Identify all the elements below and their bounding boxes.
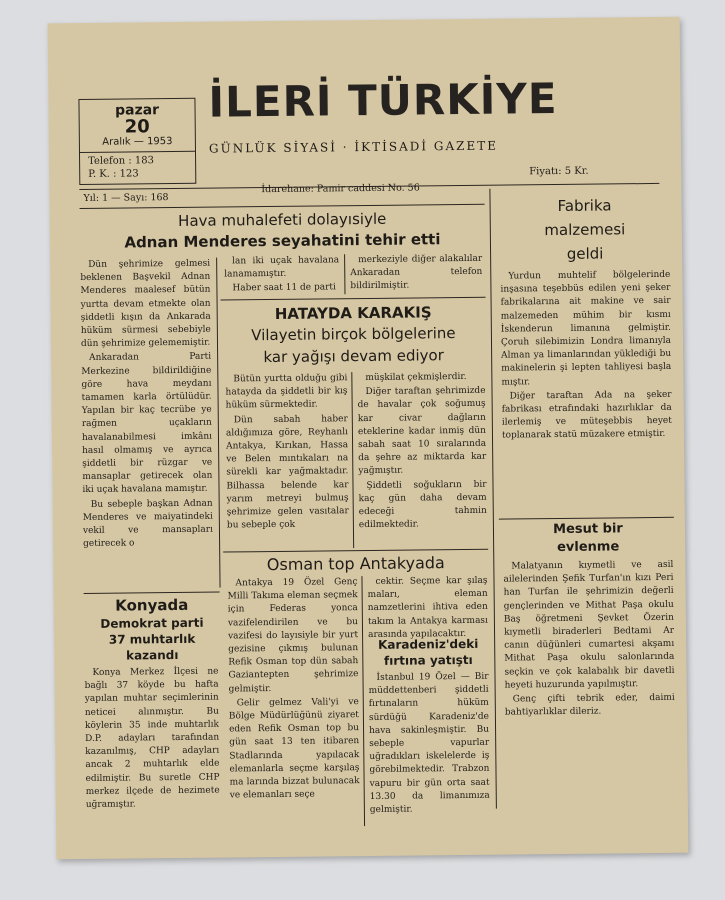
article1-col2-text: lan iki uçak havalana lanamamıştır. bbox=[224, 255, 340, 280]
article6-rule bbox=[499, 517, 674, 520]
pk-line: P. K. : 123 bbox=[88, 168, 139, 180]
article1-col1-p2: Ankaradan Parti Merkezine bildirildiğine göre hava meydanı tamamen karla örtülüdür. Yapılan bir kaç tecrübe ye rağmen uçakların havalanabilmesi imkânı hasıl olmamış ve ayrıca şiddetli bir rüzgar ve mansaplar getirecek olan iki uçak havalana mamıştır. bbox=[81, 352, 213, 496]
article3-col1-p1: Antakya 19 Özel Genç Milli Takıma eleman seçmek için Federas yonca vazifelendirilen ve bu vazifesi do layısiyle bir yurt gezisine çıkmış bulunan Refik Osman top dün sabah Gaziantepten şehrimize gelmiştir. bbox=[227, 577, 359, 695]
article5-rule bbox=[84, 592, 220, 594]
article1-headline2: Adnan Menderes seyahatini tehir etti bbox=[124, 230, 441, 252]
article1-col2 bbox=[224, 254, 339, 297]
article2-headline1: HATAYDA KARAKIŞ bbox=[274, 303, 432, 323]
article3-col2 bbox=[367, 575, 488, 643]
article1-col3-text: merkeziyle diğer alakalılar Ankaradan telefon bildirilmiştir. bbox=[350, 253, 483, 292]
article6-body-p1: Yurdun muhtelif bölgelerinde inşasına teşebbüs edilen yeni şeker fabrikalarına ait makine ve sair malzemeden mühim bir kısmı İskenderun limanına gelmiştir. Çoruh silebimizin Londra limanıyla Alman ya limanlarından yüklediği bu makinelerin şi lepten tahliyesi başla mıştır. bbox=[500, 269, 672, 388]
article2-col2-p3: Şiddetli soğukların bir kaç gün daha devam edeceği tahmin edilmektedir. bbox=[358, 479, 487, 531]
article3-col2-text: cektir. Seçme kar şılaş maları, eleman namzetlerini ihtiva eden takım la Antakya karması arasında yapılacaktır. bbox=[367, 575, 488, 640]
address: İdarehane: Pamir caddesi No. 56 bbox=[261, 182, 420, 196]
article1-col1-p3: Bu sebeple başkan Adnan Menderes ve maiyatindeki vekil ve mansapları getirecek o bbox=[82, 498, 214, 550]
issue-rule bbox=[80, 204, 485, 209]
article4-headline1: Karadeniz'deki bbox=[377, 636, 479, 652]
telefon-line: Telefon : 183 bbox=[88, 155, 155, 167]
right-column-rule bbox=[489, 189, 496, 809]
article4-headline2: fırtına yatıştı bbox=[383, 652, 473, 668]
article5-headline1: Konyada bbox=[115, 595, 189, 615]
col-rule-2 bbox=[344, 254, 345, 294]
article2-col2 bbox=[357, 371, 487, 534]
article5-headline2: Demokrat parti bbox=[100, 615, 204, 631]
month-year: Aralık — 1953 bbox=[102, 136, 173, 148]
article1-col1 bbox=[80, 258, 213, 553]
article3-col1 bbox=[227, 576, 359, 804]
date-number: 20 bbox=[124, 116, 150, 138]
article7-body-p2: Genç çifti tebrik eder, daimi bahtiyarlıklar dileriz. bbox=[504, 692, 675, 718]
article3-col1-p2: Gelir gelmez Vali'yi ve Bölge Müdürlüğünü ziyaret eden Refik Osman top bu gün saat 13 ten itibaren Stadlarında yapılacak elemanlarla seçme karşılaş ma larında bizzat bulunacak ve elemanları seçe bbox=[228, 696, 360, 801]
article4-body-p1: İstanbul 19 Özel — Bir müddettenberi şiddetli fırtınaların hüküm sürdüğü Karadeniz'de hava sakinleşmiştir. Bu sebeple vapurlar uğradıkları iskelelerde iş görebilmektedir. Trabzon vapuru bir gün orta saat 13.30 da limanımıza gelmiştir. bbox=[368, 671, 490, 816]
article6-headline1: Fabrika bbox=[557, 196, 612, 216]
article4-body bbox=[368, 671, 490, 818]
date-box bbox=[78, 98, 196, 185]
article2-col1-p1: Bütün yurtta olduğu gibi hatayda da şiddetli bir kış hüküm sürmektedir. bbox=[225, 373, 348, 411]
article7-body bbox=[503, 559, 675, 721]
article7-headline1: Mesut bir bbox=[553, 521, 623, 538]
col-rule-4 bbox=[361, 576, 365, 826]
article7-headline2: evlenme bbox=[556, 539, 620, 556]
article1-headline1: Hava muhalefeti dolayısiyle bbox=[178, 209, 387, 230]
article5-headline3: 37 muhtarlık bbox=[108, 631, 196, 647]
price-label: Fiyatı: 5 Kr. bbox=[529, 165, 589, 178]
article1-rule bbox=[221, 297, 486, 301]
day-label: pazar bbox=[114, 102, 160, 119]
article3-headline: Osman top Antakyada bbox=[266, 553, 445, 575]
article1-col3 bbox=[350, 253, 482, 295]
newspaper-page bbox=[48, 17, 689, 860]
article1-col2-text-b: Haber saat 11 de parti bbox=[232, 282, 336, 294]
col-rule-3 bbox=[351, 372, 354, 548]
article6-headline3: geldi bbox=[566, 244, 604, 263]
article7-body-p1: Malatyanın kıymetli ve asil ailelerinden Şefik Turfan'ın kızı Peri han Turfan ile şehrimizin değerli gençlerinden ve Mithat Paşa okulu Baş öğretmeni Şevket Özerin kıymetli biraderleri Bedtami Ar canın düğünleri cumartesi akşamı Mithat Paşa okulu salonlarında seçkin ve çok kalabalık bir davetli heyeti huzurunda yapılmıştır. bbox=[503, 559, 675, 691]
article6-headline2: malzemesi bbox=[544, 220, 626, 240]
year-issue: Yıl: 1 — Sayı: 168 bbox=[83, 192, 169, 204]
masthead-title: İLERİ TÜRKİYE bbox=[208, 73, 558, 127]
article2-headline2: Vilayetin birçok bölgelerine bbox=[251, 324, 456, 345]
article2-rule bbox=[223, 549, 488, 553]
article6-body bbox=[500, 269, 672, 444]
article5-headline4: kazandı bbox=[125, 647, 179, 663]
article2-col2-p2: Diğer taraftan şehrimizde de havalar çok soğumuş kar civar dağların eteklerine kadar inmiş dün sabah saat 10 sıralarında da şehre az miktarda kar yağmıştır. bbox=[357, 385, 487, 477]
masthead-subtitle: GÜNLÜK SİYASİ · İKTİSADİ GAZETE bbox=[208, 138, 499, 156]
article5-body-p1: Konya Merkez İlçesi ne bağlı 37 köyde bu hafta yapılan muhtar seçimlerinin neticei alınmıştır. Bu köylerin 35 inde muhtarlık D.P. adayları tarafından kazanılmış, CHP adayları ancak 2 muhtarlık elde edilmiştir. Bu suretle CHP merkez ilçede de hezimete uğramıştır. bbox=[84, 666, 220, 811]
article2-headline3: kar yağışı devam ediyor bbox=[263, 346, 444, 367]
article2-col1-p2: Dün sabah haber aldığımıza göre, Reyhanlı Antakya, Kırıkan, Hassa ve Belen mıntıkaları na sürekli kar yağmaktadır. Bilhassa belende kar yarım metreyi bulmuş şehrimize gelen vasıtalar bu sebeple çok bbox=[225, 413, 349, 531]
article2-col1 bbox=[225, 372, 349, 534]
article6-body-p2: Diğer taraftan Ada na şeker fabrikası etrafındaki hazırlıklar da ilerlemiş ve müteşebbis heyet toplanarak statü müzakere etmiştir. bbox=[501, 389, 672, 442]
article2-col2-p1: müşkilat çekmişlerdir. bbox=[365, 371, 467, 384]
article1-col1-p1: Dün şehrimize gelmesi beklenen Başvekil Adnan Menderes maalesef bütün yurtta devam etmekte olan şiddetli kışın da Ankarada hüküm sürmesi sebebiyle dün şehrimize gelememiştir. bbox=[80, 258, 211, 350]
article5-body bbox=[84, 666, 220, 814]
